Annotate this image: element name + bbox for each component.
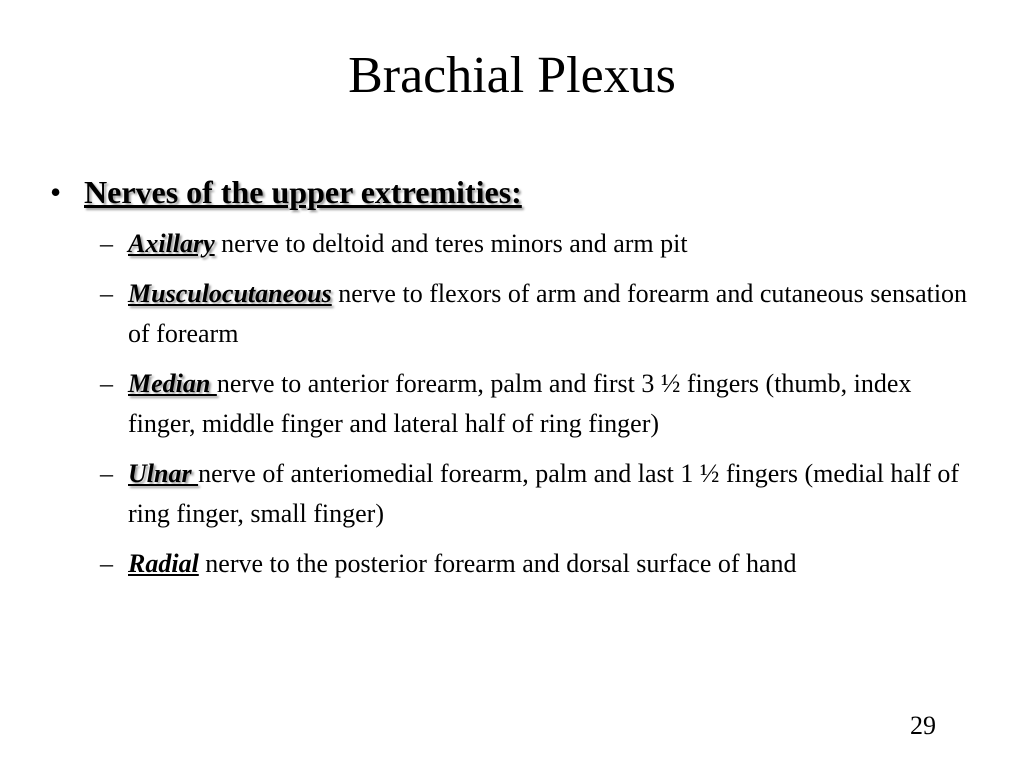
nerve-description: nerve of anteriomedial forearm, palm and last 1 ½ fingers (medial half of ring finger, small finger) <box>128 459 960 528</box>
nerve-term: Musculocutaneous <box>128 279 332 308</box>
slide-title: Brachial Plexus <box>348 47 676 104</box>
nerve-item-musculocutaneous <box>50 274 980 354</box>
nerve-item-radial <box>50 544 980 584</box>
nerve-item-median <box>50 364 980 444</box>
level1-bullet <box>50 170 980 214</box>
bullet-dot-icon: • <box>50 174 62 210</box>
nerve-description: nerve to flexors of arm and forearm and cutaneous sensation of forearm <box>128 279 968 348</box>
nerve-term: Median <box>128 369 217 398</box>
dash-icon: – <box>100 369 113 398</box>
nerve-term: Ulnar <box>128 459 199 488</box>
dash-icon: – <box>100 549 113 578</box>
dash-icon: – <box>100 229 113 258</box>
nerve-description: nerve to deltoid and teres minors and arm pit <box>214 229 688 258</box>
nerve-description: nerve to the posterior forearm and dorsal surface of hand <box>198 549 797 578</box>
nerve-term: Radial <box>128 549 199 578</box>
nerve-description: nerve to anterior forearm, palm and first 3 ½ fingers (thumb, index finger, middle finger and lateral half of ring finger) <box>128 369 912 438</box>
dash-icon: – <box>100 459 113 488</box>
slide-content <box>50 170 980 594</box>
nerve-item-axillary <box>50 224 980 264</box>
nerve-term: Axillary <box>128 229 215 258</box>
section-heading: Nerves of the upper extremities: <box>84 174 522 210</box>
nerve-list <box>50 224 980 584</box>
dash-icon: – <box>100 279 113 308</box>
nerve-item-ulnar <box>50 454 980 534</box>
page-number: 29 <box>910 711 936 740</box>
